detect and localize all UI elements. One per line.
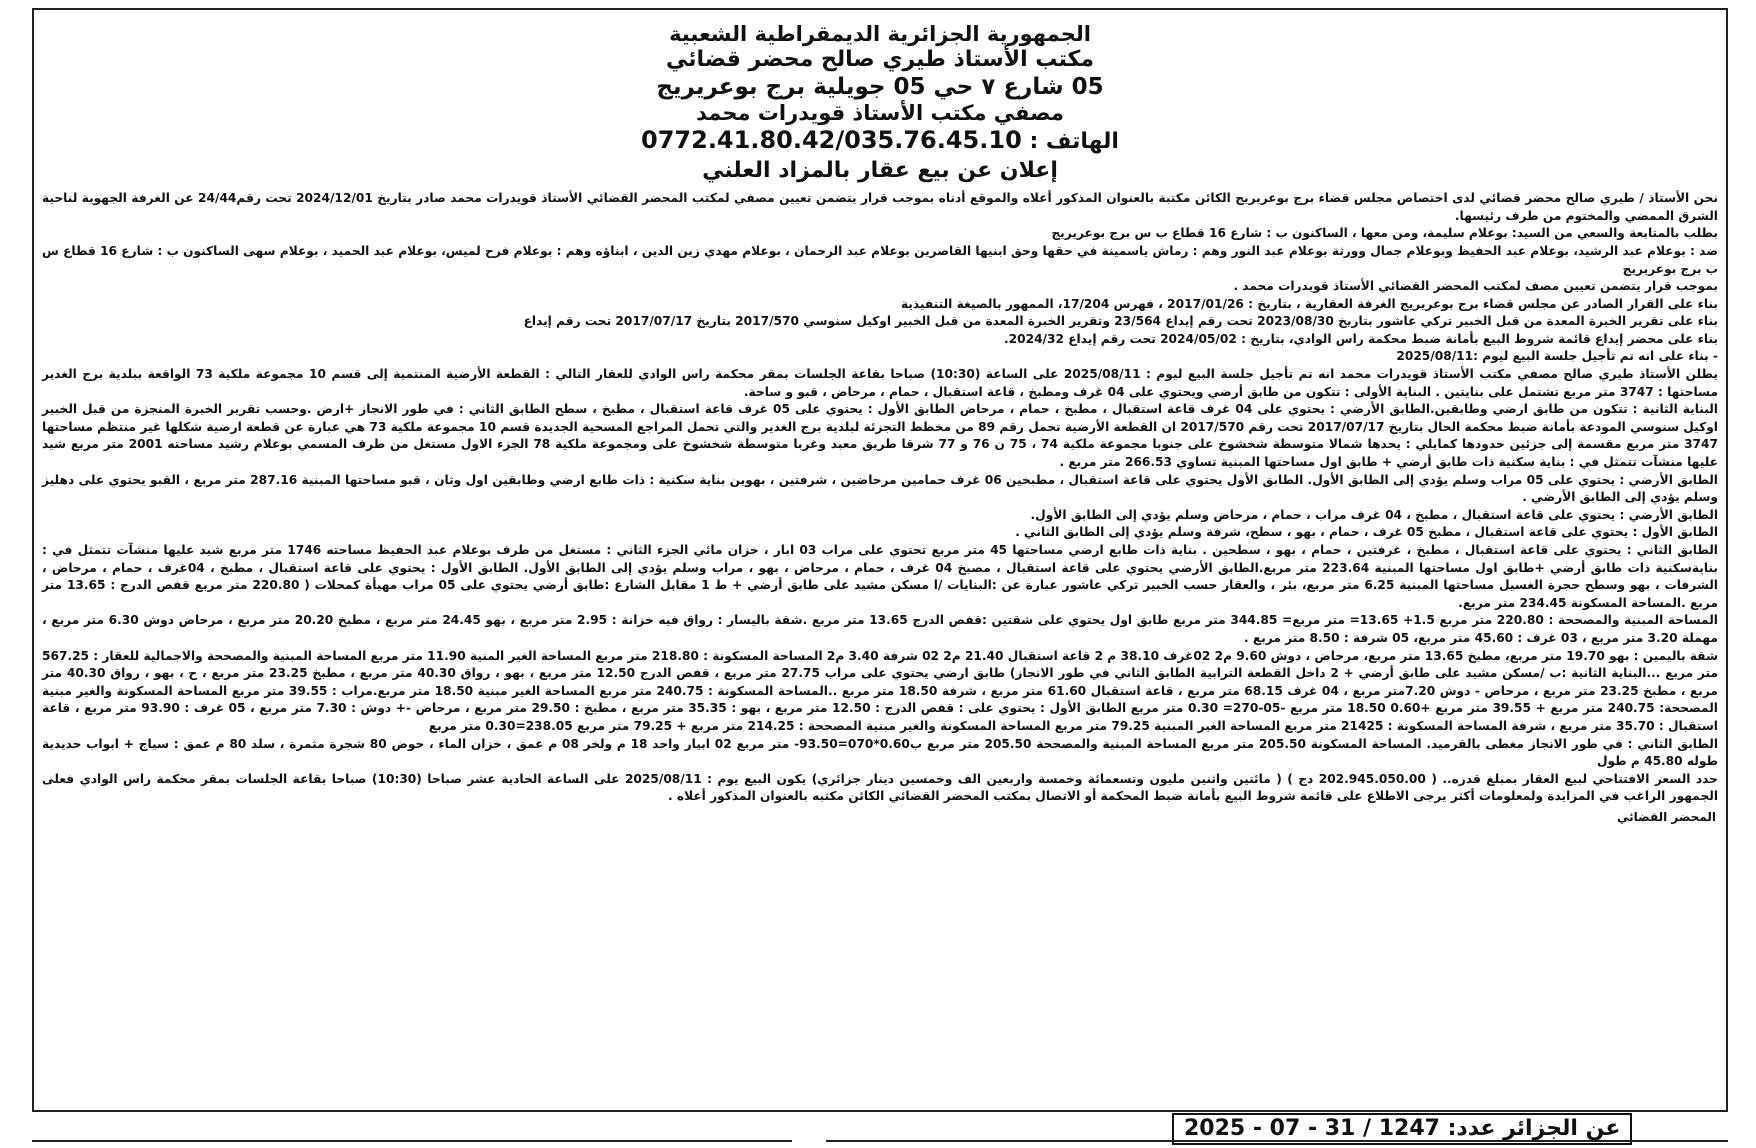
paragraph: نحن الأستاذ / طيري صالح محضر قضائي لدى اختصاص مجلس قضاء برج بوعريريج الكائن مكتبة بالعنوان المذكور أعلاه والموقع أدناه بموجب قرار يتضمن تعيين مصفي لمكتب المحضر القضائي الأستاذ قويدرات محمد صادر بتاريخ 2024/12/01 تحت رقم24/44 عن الغرفة الجهوية لناحية الشرق الممضي والمختوم من طرف رئيسها. <box>42 191 1718 223</box>
office-name: مكتب الأستاذ طيري صالح محضر قضائي <box>666 47 1094 73</box>
bottom-divider-left <box>32 1140 792 1142</box>
republic-title: الجمهورية الجزائرية الديمقراطية الشعبية <box>669 22 1091 46</box>
paragraph: حدد السعر الافتتاحي لبيع العقار بمبلغ قدره.. ( 202.945.050.00 دج ) ( مائتين واثنين مليون وتسعمائة وخمسة واربعين الف وخمسين دينار جزائري) يكون البيع يوم : 2025/08/11 على الساعة الحادية عشر صباحا (10:30) صباحا بقاعة الجلسات بمقر محكمة راس الوادي فعلى الجمهور الراغب في المزايدة ولمعلومات أكثر يرجى الاطلاع على قائمة شروط البيع بأمانة ضبط المحكمة أو الاتصال بمكتب المحضر القضائي الكائن مكتبه بالعنوان المذكور أعلاه . <box>42 771 1718 804</box>
phone-numbers: 0772.41.80.42/035.76.45.10 <box>641 126 1022 155</box>
office-address: 05 شارع ٧ حي 05 جويلية برج بوعريريج <box>656 73 1104 100</box>
paragraph: بموجب قرار يتضمن تعيين مصف لمكتب المحضر القضائي الأستاذ قويدرات محمد . <box>1233 279 1718 294</box>
auction-notice <box>32 8 1728 1112</box>
paragraph: شقة باليمين : بهو 19.70 متر مربع، مطبخ 13.65 متر مربع، مرحاض ، دوش 9.60 م2 02غرف 38.10 م 2 قاعة استقبال 21.40 م2 02 شرفة 3.40 م2 المساحة المسكونة : 218.80 متر مربع المساحة الغير المنية 11.90 متر مربع المساحة المبنية والمصححة والاجمالية للعقار : 567.25 متر مربع ...البناية الثانية :ب /مسكن مشيد على طابق أرضي + 2 داخل القطعة الترابية الطابق الثاني في طور الانجاز) طابق ارضي يحتوي على مراب 27.75 متر مربع ، قفص الدرج 12.50 متر مربع ، بهو ، رواق 40.30 متر مربع ، مطبخ 23.25 متر مربع ، ح ، بهو ، رواق 40.30 متر مربع ، مطبخ 23.25 متر مربع ، مرحاض - دوش 7.20متر مربع ، 04 غرف 68.15 متر مربع ، قاعة استقبال 61.60 متر مربع ، شرفة 18.50 متر مربع ..المساحة المسكونة : 240.75 متر مربع المساحة الغير مبنية 18.50 متر مربع.مراب : 39.55 متر مربع المساحة المسكونة والغير مبنية المصححة: 240.75 متر مربع + 39.55 متر مربع +0.60 18.50 متر مربع -05-270= 0.30 متر مربع الطابق الأول : يحتوي على : قفص الدرج : 12.50 متر مربع ، بهو : 35.35 متر مربع ، مطبخ : 29.50 متر مربع ، مرحاض -+ دوش : 7.30 متر مربع ، 05 غرف : 93.90 متر مربع ، قاعة استقبال : 35.70 متر مربع ، شرفة المساحة المسكونة : 21425 متر مربع المساحة الغير المبنية 79.25 متر مربع المساحة المسكونة والغير مبنية المصححة : 214.25 متر مربع + 79.25 متر مربع 238.05=0.30 متر مربع <box>42 648 1718 733</box>
paragraph: الطابق الأرضي : يحتوي على قاعة استقبال ، مطبخ ، 04 غرف مراب ، حمام ، مرحاض وسلم يؤدي إلى الطابق الأول. <box>1030 507 1718 522</box>
phone-line <box>34 126 1726 155</box>
liquidator-line: مصفي مكتب الأستاذ قويدرات محمد <box>696 101 1064 126</box>
paragraph: المساحة المبنية والمصححة : 220.80 متر مربع 1.5+ 13.65= متر مربع= 344.85 متر مربع طابق اول يحتوي على شقتين :قفص الدرج 13.65 متر مربع .شقة باليسار : رواق فيه خزانة : 2.95 متر مربع ، بهو 24.45 متر مربع ، مطبخ 20.20 متر مربع ، مرحاض دوش 6.30 متر مربع ، مهملة 3.20 متر مربع ، 03 غرف : 45.60 متر مربع، 05 شرفة : 8.50 متر مربع . <box>42 613 1718 645</box>
paragraph: الطابق الأرضي : يحتوي على 05 مراب وسلم يؤدي إلى الطابق الأول. الطابق الأول يحتوي على قاعة استقبال ، مطبخين 06 غرف حمامين مرحاضين ، شرفتين ، بهوين بناية سكنية : ذات طابع ارضي وطابقين اول وثان ، قبو مساحتها المبنية 287.16 متر مربع ، القبو يحتوي على دهليز وسلم يؤدي إلى الطابق الأرضي . <box>42 472 1718 505</box>
notice-header <box>34 22 1726 184</box>
reference-label: عن الجزائر عدد: <box>1447 1116 1621 1141</box>
paragraph: بناء على محضر إيداع قائمة شروط البيع بأمانة ضبط محكمة راس الوادي، بتاريخ : 2024/05/02 تحت رقم إيداع 2024/32. <box>1004 331 1718 346</box>
bottom-divider-right <box>826 1140 1728 1142</box>
paragraph: بناء على تقرير الخبرة المعدة من قبل الخبير تركي عاشور بتاريخ 2023/08/30 تحت رقم إيداع 23/564 وتقرير الخبرة المعدة من قبل الخبير اوكيل سنوسي 2017/570 بتاريخ 2017/07/17 تحت رقم إيداع <box>523 314 1718 329</box>
paragraph: - بناء على انه تم تأجيل جلسة البيع ليوم :2025/08/11 <box>1396 349 1718 364</box>
paragraph: البناية الثانية : تتكون من طابق ارضي وطابقين.الطابق الأرضي : يحتوي على 04 غرف قاعة استقبال ، مطبخ ، حمام ، مرحاض الطابق الأول : يحتوي على 05 غرف قاعة استقبال ، مطبخ ، سطح الطابق الثاني : في طور الانجاز +ارض .وحسب تقرير الخبرة المنجزة من قبل الخبير اوكيل سنوسي المودعة بأمانة ضبط محكمة الحال بتاريخ 2017/07/17 تحت رقم 2017/570 ان القطعة الأرضية تحمل رقم 89 من مخطط التجزئة لبلدية برج الغدير والتي تحمل المراجع المسحية الجديدة قسم 10 مجموعة ملكية 73 هي عبارة عن قطعة ارضية شكلها غير منتظم مساحتها 3747 متر مربع مقسمة إلى جزئين حدودها كمايلي : يحدها شمالا متوسطة شخشوخ على جنوبا مجموعة ملكية 74 ، 75 ن 76 و 77 شرقا طريق معبد وغربا متوسطة شخشوخ على ومجموعة ملكية 78 الجزء الاول مستغل من طرف المسمي بوعلام رشيد مساحته 2001 متر مربع شيد عليها منشآت تتمثل في : بناية سكنية ذات طابق أرضي + طابق اول مساحتها المبنية تساوي 266.53 متر مربع . <box>42 402 1718 470</box>
reference-value: 2025 - 07 - 31 / 1247 <box>1184 1116 1440 1141</box>
notice-body <box>42 190 1718 806</box>
paragraph: الطابق الثاني : يحتوي على قاعة استقبال ، مطبخ ، غرفتين ، حمام ، بهو ، سطحين . بناية ذات طابع ارضي مساحتها 45 متر مربع تحتوي على مراب 03 ابار ، خزان مائي الجزء الثاني : مستغل من طرف بوعلام عبد الحفيظ مساحته 1746 متر مربع شيد عليها منشآت تتمثل في : بنايةسكنية ذات طابق أرضي +طابق اول مساحتها المبنية 223.64 متر مربع.الطابق الأرضي يحتوي على قاعة استقبال ، مصبخ 04 غرف ، حمام ، مرحاض ، بهو ، مراب وسلم يؤدي إلى الطابق الأول. الطابق الأول : يحتوي على قاعة استقبال ، مطبخ ، 04غرف ، حمام ، مرحاض ، الشرفات ، بهو وسطح حجرة الغسيل مساحتها المبنية 6.25 متر مربع، بئر ، والعقار حسب الخبير تركي عاشور عبارة عن :البنايات /ا مسكن مشيد على طابق أرضي + ط 1 مقابل الشارع :طابق أرضي يحتوي على 05 مراب مهيأة كمحلات ( 220.80 متر مربع قفص الدرج : 13.65 متر مربع .المساحة المسكونة 234.45 متر مربع. <box>42 543 1719 610</box>
paragraph: ضد : بوعلام عبد الرشيد، بوعلام عبد الحفيظ وبوعلام جمال وورثة بوعلام عبد النور وهم : رماش ياسمينة في حقها وحق ابنيها القاصرين بوعلام عبد الرحمان ، بوعلام مهدي زين الدين ، ابناؤه وهم : بوعلام فرح لميس، بوعلام عبد الحميد ، بوعلام سهى الساكنون ب : شارع 16 قطاع س ب برج بوعريريج <box>42 243 1718 276</box>
paragraph: الطابق الأول : يحتوي على قاعة استقبال ، مطبخ 05 غرف ، حمام ، بهو ، سطح، شرفة وسلم يؤدي إلى الطابق الثاني . <box>1015 525 1718 540</box>
paragraph: يطلن الأستاذ طيري صالح مصفي مكتب الأستاذ قويدرات محمد انه تم تأجيل جلسة البيع ليوم : 2025/08/11 على الساعة (10:30) صباحا بقاعة الجلسات بمقر محكمة راس الوادي للعقار التالي : القطعة الأرضية المنتمية إلى قسم 10 مجموعة ملكية 73 الواقعة ببلدية برج الغدير مساحتها : 3747 متر مربع تشتمل على بنايتين . البناية الأولى : تتكون من طابق أرضي ويحتوي على 04 غرف ومطبخ ، قاعة استقبال ، حمام ، مرحاض ، قبو و ساحة. <box>42 367 1718 399</box>
phone-label: الهاتف : <box>1029 129 1119 155</box>
notice-title: إعلان عن بيع عقار بالمزاد العلني <box>702 157 1058 183</box>
paragraph: الطابق الثاني : في طور الانجاز مغطى بالقرميد. المساحة المسكونة 205.50 متر مربع المساحة المبنية والمصححة 205.50 متر مربع ب0.60*070=93.50- متر مربع 02 ابيار واحد 18 م ولخر 08 م عمق ، خزان الماء ، حوض 80 شجرة مثمرة ، سلد 80 م عمق : سياج + ابواب حديدية طوله 45.80 م طول <box>42 736 1719 769</box>
signature: المحضر القضائي <box>1616 809 1716 824</box>
paragraph: بناء على القرار الصادر عن مجلس قضاء برج بوعريريج الغرفة العقارية ، بتاريخ : 2017/01/26 ، فهرس 17/204، الممهور بالصيغة التنفيذية <box>900 296 1718 311</box>
paragraph: بطلب بالمتابعة والسعي من السيد: بوعلام سليمة، ومن معها ، الساكنون ب : شارع 16 قطاع ب س برج بوعريريج <box>1051 226 1718 241</box>
